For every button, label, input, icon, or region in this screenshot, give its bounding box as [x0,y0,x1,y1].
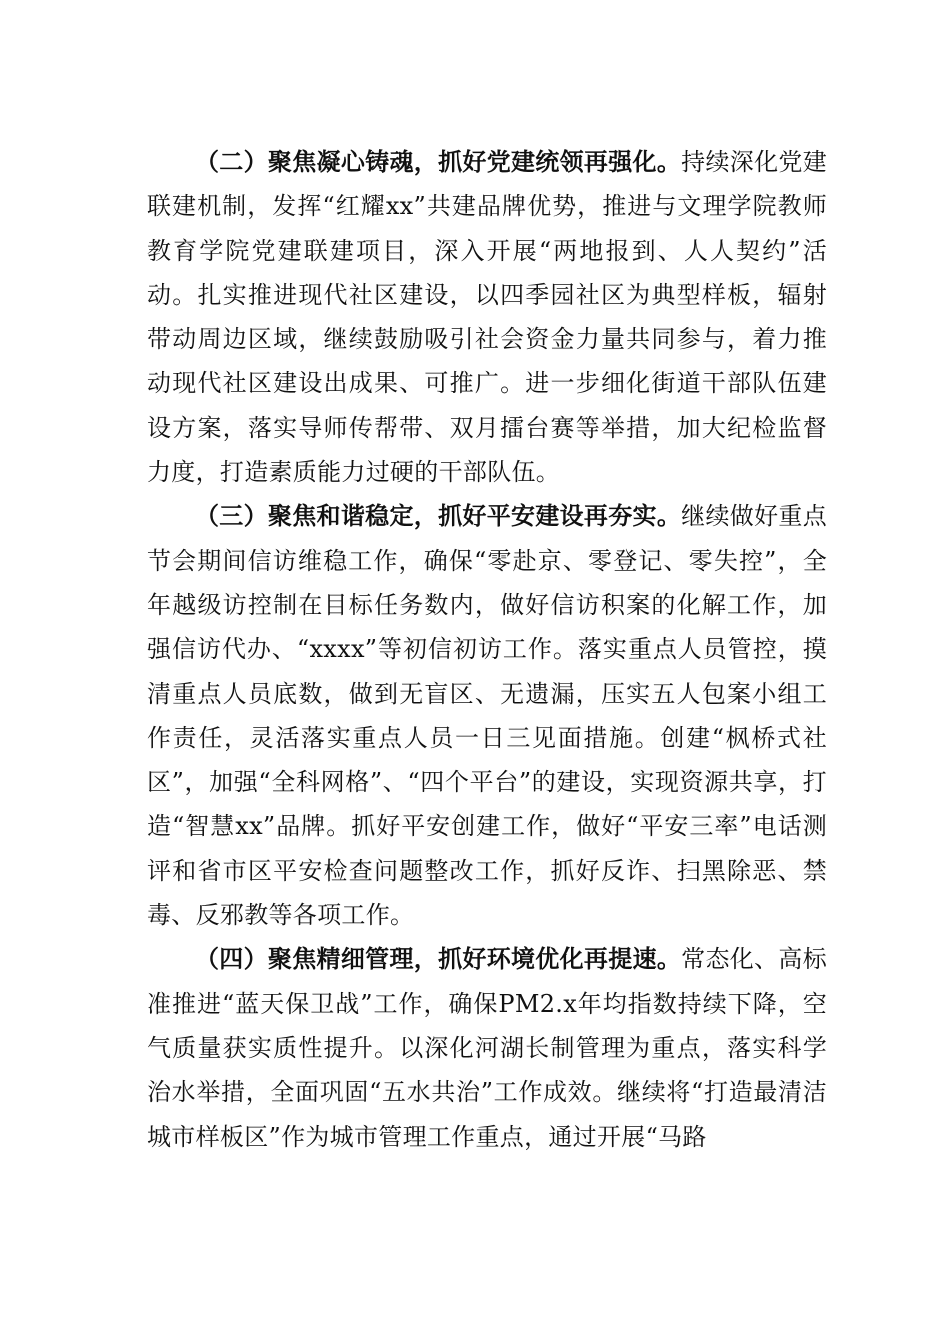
paragraph-3-heading: （三）聚焦和谐稳定，抓好平安建设再夯实。 [195,501,682,531]
paragraph-4 [147,937,827,1158]
paragraph-3-body: 继续做好重点节会期间信访维稳工作，确保“零赴京、零登记、零失控”，全年越级访控制在目标任务数内，做好信访积案的化解工作，加强信访代办、“xxxx”等初信初访工作。落实重点人员管控，摸清重点人员底数，做到无盲区、无遗漏，压实五人包案小组工作责任，灵活落实重点人员一日三见面措施。创建“枫桥式社区”，加强“全科网格”、“四个平台”的建设，实现资源共享，打造“智慧xx”品牌。抓好平安创建工作，做好“平安三率”电话测评和省市区平安检查问题整改工作，抓好反诈、扫黑除恶、禁毒、反邪教等各项工作。 [147,502,827,930]
paragraph-2-body: 持续深化党建联建机制，发挥“红耀xx”共建品牌优势，推进与文理学院教师教育学院党建联建项目，深入开展“两地报到、人人契约”活动。扎实推进现代社区建设，以四季园社区为典型样板，辐射带动周边区域，继续鼓励吸引社会资金力量共同参与，着力推动现代社区建设出成果、可推广。进一步细化街道干部队伍建设方案，落实导师传帮带、双月擂台赛等举措，加大纪检监督力度，打造素质能力过硬的干部队伍。 [147,148,827,487]
paragraph-2 [147,140,827,494]
document-body [147,140,827,1159]
paragraph-2-heading: （二）聚焦凝心铸魂，抓好党建统领再强化。 [195,147,682,176]
paragraph-4-heading: （四）聚焦精细管理，抓好环境优化再提速。 [195,944,682,974]
paragraph-3 [147,494,827,937]
paragraph-4-body: 常态化、高标准推进“蓝天保卫战”工作，确保PM2.x年均指数持续下降，空气质量获实质性提升。以深化河湖长制管理为重点，落实科学治水举措，全面巩固“五水共治”工作成效。继续将“打造最清洁城市样板区”作为城市管理工作重点，通过开展“马路 [147,945,827,1151]
